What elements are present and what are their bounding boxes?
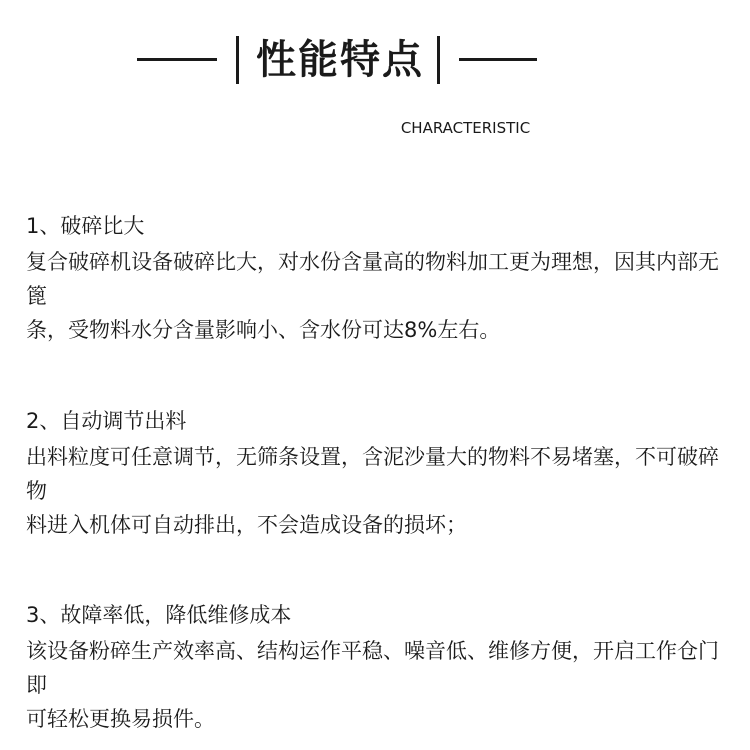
feature-section-3 (26, 600, 726, 736)
page-subtitle (0, 118, 663, 138)
feature-heading-1: 1、破碎比大 (26, 214, 145, 238)
feature-section-2 (26, 406, 726, 542)
right-bar-decoration (437, 36, 440, 84)
left-dash-decoration (137, 58, 217, 61)
left-bar-decoration (236, 36, 239, 84)
section-header (0, 30, 750, 90)
feature-body-2: 出料粒度可任意调节，无筛条设置，含泥沙量大的物料不易堵塞，不可破碎物 料进入机体可自动排出，不会造成设备的损坏； (26, 445, 719, 537)
feature-heading-2: 2、自动调节出料 (26, 409, 187, 433)
page-title: 性能特点 (256, 37, 424, 83)
feature-section-1 (26, 211, 726, 347)
right-dash-decoration (459, 58, 537, 61)
subtitle-text: CHARACTERISTIC (400, 119, 531, 137)
feature-body-1: 复合破碎机设备破碎比大，对水份含量高的物料加工更为理想，因其内部无篦 条，受物料水分含量影响小、含水份可达8%左右。 (26, 250, 719, 342)
feature-body-3: 该设备粉碎生产效率高、结构运作平稳、噪音低、维修方便，开启工作仓门即 可轻松更换易损件。 (26, 639, 719, 731)
feature-heading-3: 3、故障率低，降低维修成本 (26, 603, 292, 627)
